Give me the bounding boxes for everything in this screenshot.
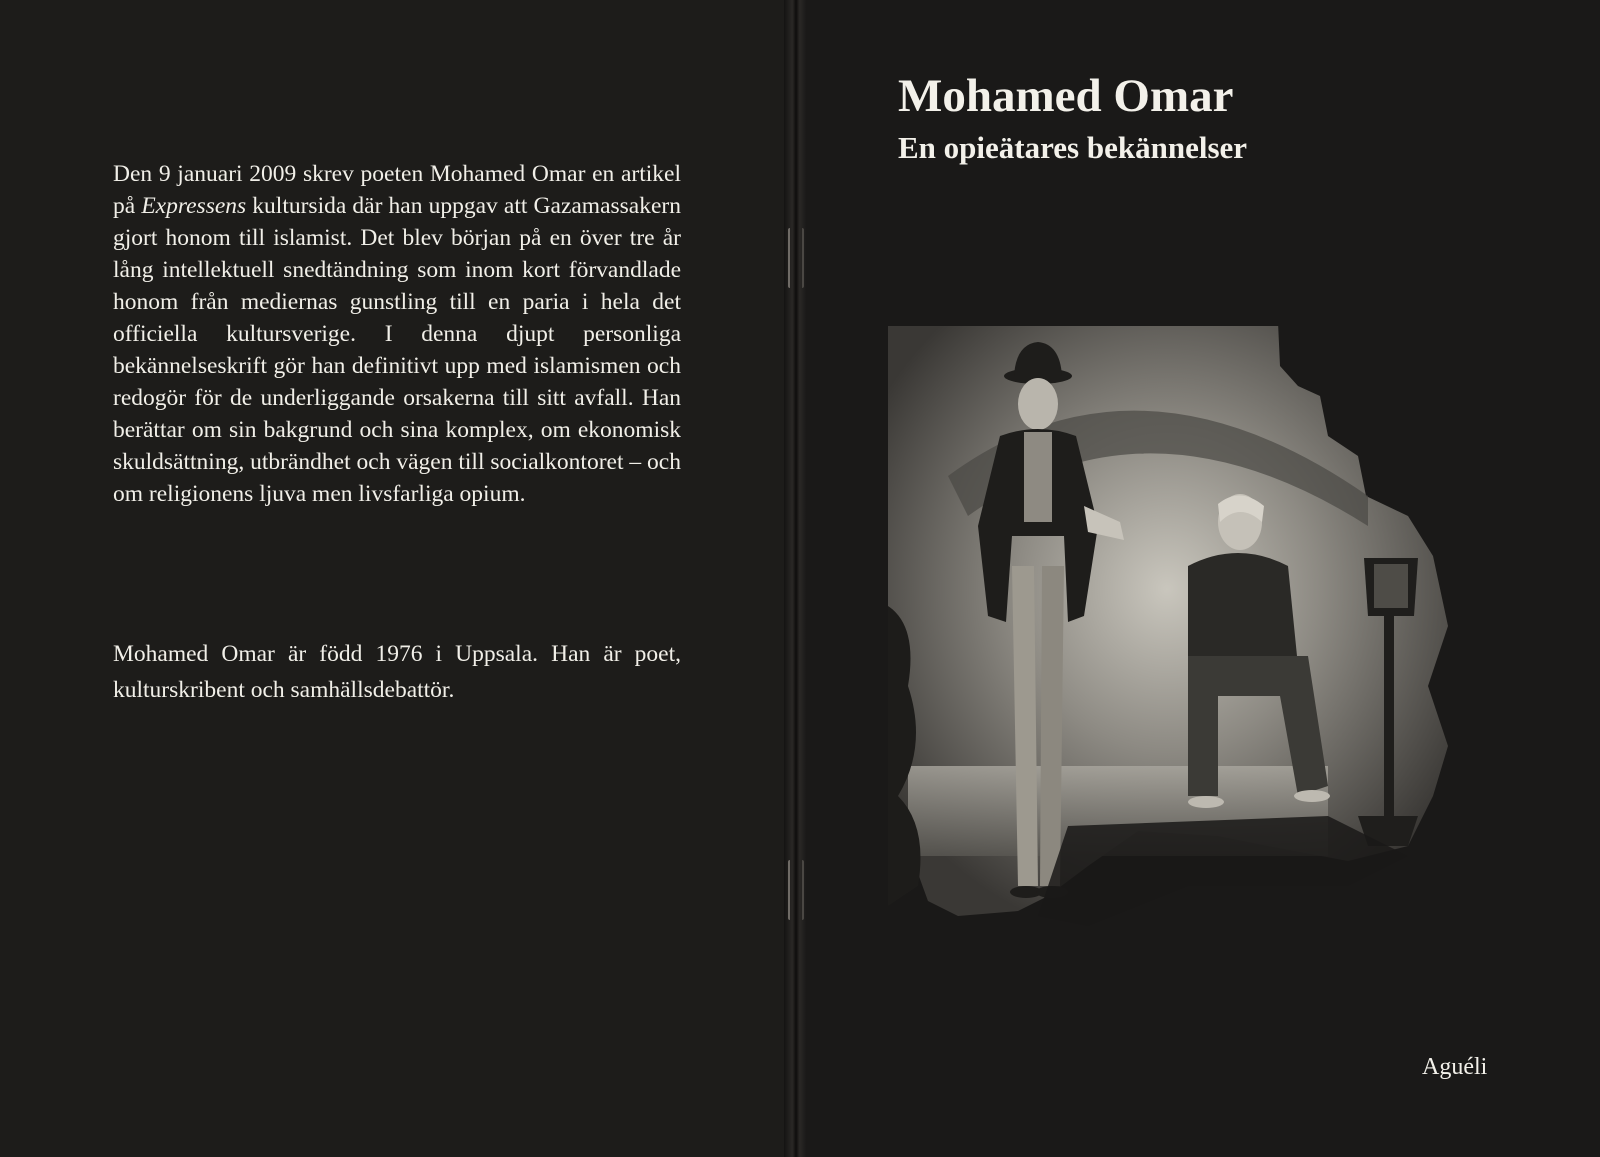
- blurb-text-rest: kultursida där han uppgav att Gazamassakern gjort honom till islamist. Det blev början på en över tre år lång intellektuell snedtändning som inom kort förvandlade honom från mediernas gunstling till en paria i hela det officiella kultursverige. I denna djupt personliga bekännelseskrift gör han definitivt upp med islamismen och redogör för de underliggande orsakerna till sitt avfall. Han berättar om sin bakgrund och sina komplex, om ekonomisk skuldsättning, utbrändhet och vägen till socialkontoret – och om religionens ljuva men livsfarliga opium.: [113, 193, 681, 507]
- staple-top: [788, 228, 804, 288]
- back-cover-blurb: [113, 158, 681, 510]
- book-title: En opieätares bekännelser: [898, 130, 1248, 165]
- author-bio: Mohamed Omar är född 1976 i Uppsala. Han är poet, kulturskribent och samhällsdebattör.: [113, 641, 681, 703]
- staple-bottom: [788, 860, 804, 920]
- author-name: Mohamed Omar: [898, 70, 1234, 122]
- back-cover: [0, 0, 790, 1157]
- blurb-text-start: Den 9 januari 2009 skrev poeten Mohamed Omar en artikel på: [113, 161, 681, 219]
- publisher-name: Aguéli: [1422, 1054, 1488, 1080]
- blurb-newspaper-name: Expressens: [141, 193, 247, 219]
- shadow-base: [1038, 816, 1408, 926]
- spine: [784, 0, 808, 1157]
- cover-illustration: [888, 326, 1468, 946]
